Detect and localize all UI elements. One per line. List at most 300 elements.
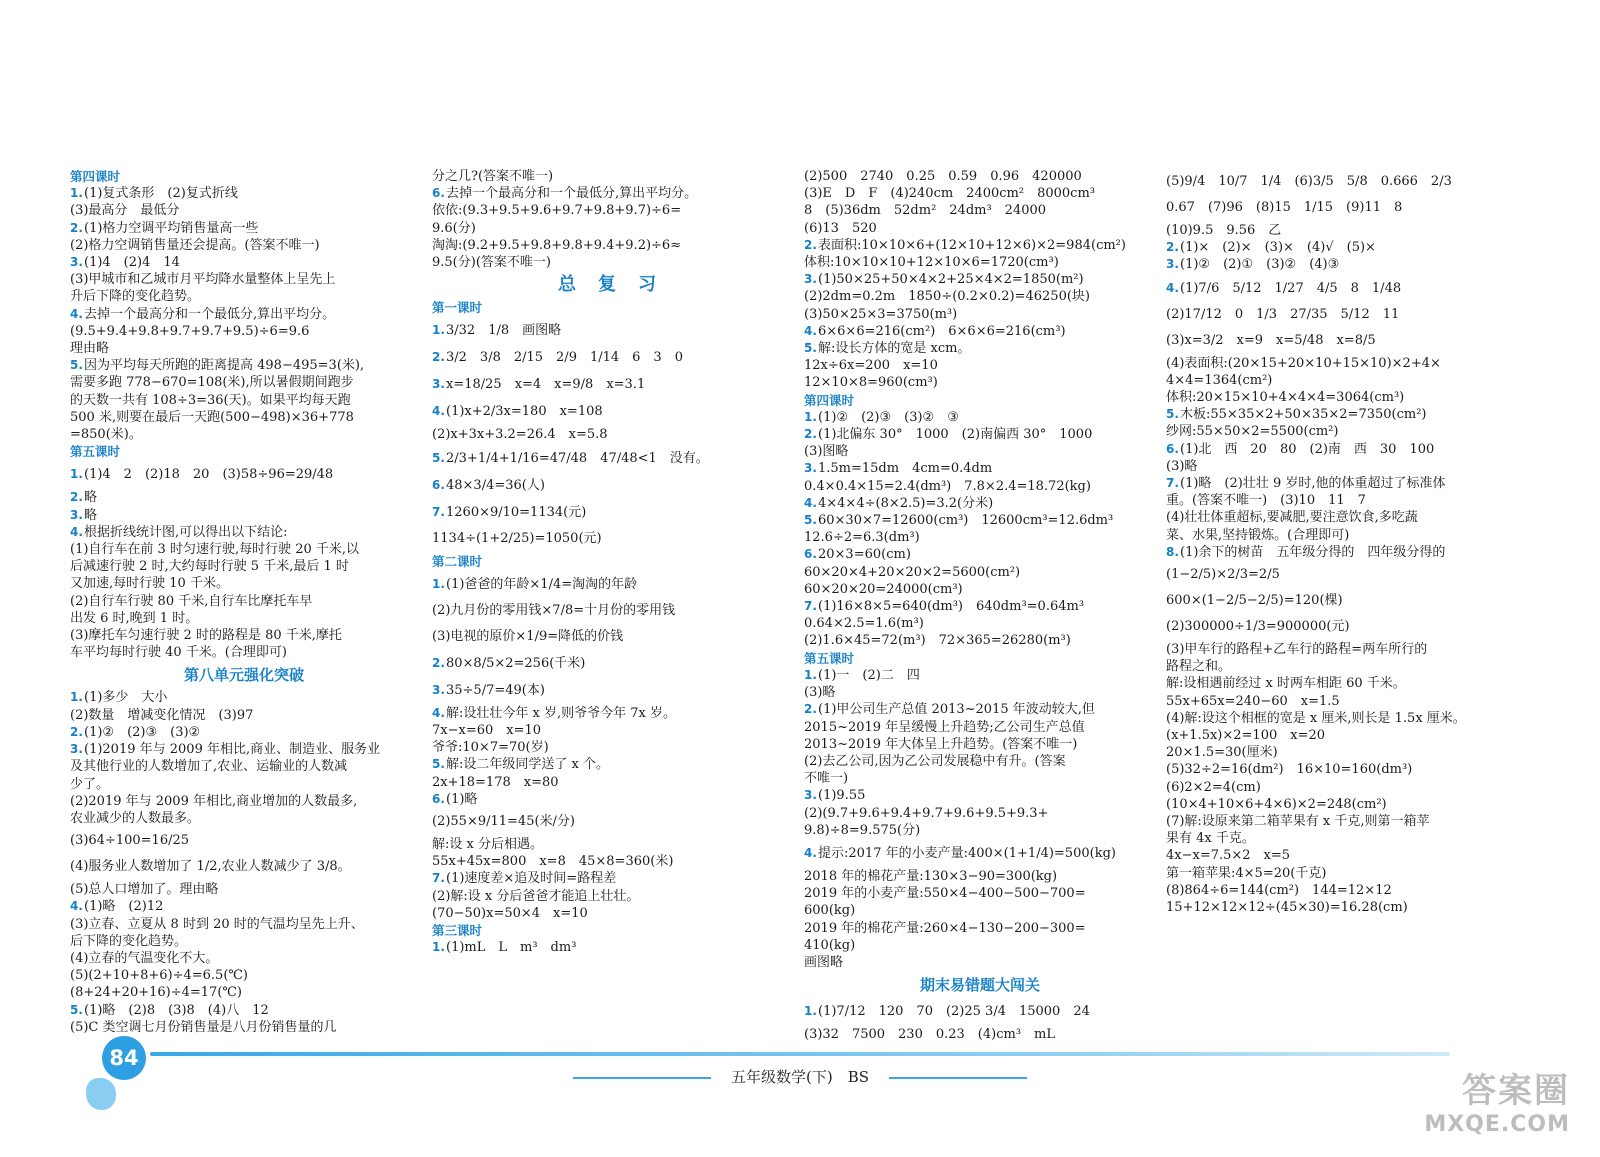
answer-line xyxy=(432,810,782,834)
answer-line xyxy=(70,220,418,237)
answer-line xyxy=(804,254,1156,271)
answer-text: 提示:2017 年的小麦产量:400×(1+1/4)=500(kg) xyxy=(818,845,1116,861)
answer-text: (1)速度差×追及时间=路程差 xyxy=(446,871,617,887)
answer-text: 600×(1−2/5−2/5)=120(棵) xyxy=(1166,593,1343,609)
answer-column-4 xyxy=(1166,168,1546,1048)
answer-text: (2)1.6×45=72(m³) 72×365=26280(m³) xyxy=(804,633,1071,649)
answer-line xyxy=(804,841,1156,866)
answer-line xyxy=(804,288,1156,305)
answer-text: =850(米)。 xyxy=(70,427,142,443)
section-heading: 第四课时 xyxy=(70,169,121,184)
question-number: 5. xyxy=(804,513,817,528)
answer-line xyxy=(432,625,782,649)
answer-text: 及其他行业的人数增加了,农业、运输业的人数减 xyxy=(70,759,348,775)
answer-text: 去掉一个最高分和一个最低分,算出平均分。 xyxy=(446,186,698,202)
section-heading: 第五课时 xyxy=(804,650,855,666)
answer-text: (1)16×8×5=640(dm³) 640dm³=0.64m³ xyxy=(818,599,1085,615)
question-number: 4. xyxy=(1166,280,1179,295)
answer-line xyxy=(1166,779,1546,796)
answer-line xyxy=(70,575,418,592)
answer-text: (3)图略 xyxy=(804,444,849,460)
question-number: 4. xyxy=(804,845,817,860)
answer-text: 500 米,则要在最后一天跑(500−498)×36+778 xyxy=(70,409,354,425)
answer-line xyxy=(1166,492,1546,509)
answer-line xyxy=(804,340,1156,357)
answer-line xyxy=(804,999,1156,1024)
answer-line xyxy=(70,409,418,426)
answer-line xyxy=(804,615,1156,632)
answer-text: 解:设长方体的宽是 xcm。 xyxy=(818,341,971,357)
question-number: 1. xyxy=(432,323,445,338)
answer-text: (1)北 西 20 80 (2)南 西 30 100 xyxy=(1180,441,1435,457)
question-number: 4. xyxy=(804,323,817,338)
answer-text: 9.6(分) xyxy=(432,220,476,236)
question-number: 3. xyxy=(804,461,817,476)
answer-text: (6)2×2=4(cm) xyxy=(1166,779,1261,795)
answer-line xyxy=(804,409,1156,426)
answer-text: (2)(9.7+9.6+9.4+9.7+9.6+9.5+9.3+ xyxy=(804,805,1049,821)
answer-text: 升后下降的变化趋势。 xyxy=(70,289,201,305)
answer-text: (4)立春的气温变化不大。 xyxy=(70,950,219,966)
answer-text: (1)自行车在前 3 时匀速行驶,每时行驶 20 千米,以 xyxy=(70,542,360,558)
answer-text: 淘淘:(9.2+9.5+9.8+9.8+9.4+9.2)÷6≈ xyxy=(432,237,682,253)
answer-line xyxy=(804,954,1156,971)
answer-text: (6)13 520 xyxy=(804,220,877,236)
answer-line xyxy=(70,323,418,340)
question-number: 1. xyxy=(70,690,83,705)
question-number: 5. xyxy=(70,358,83,373)
question-number: 3. xyxy=(432,682,445,697)
chapter-heading: 总复习 xyxy=(558,274,678,296)
chapter-heading: 第八单元强化突破 xyxy=(183,666,304,685)
answer-line xyxy=(1166,406,1546,423)
answer-line xyxy=(804,564,1156,581)
answer-line xyxy=(432,168,782,185)
answer-text: (4)解:设这个相框的宽是 x 厘米,则长是 1.5x 厘米。 xyxy=(1166,710,1466,726)
answer-line xyxy=(70,724,418,741)
answer-line xyxy=(70,558,418,575)
answer-line xyxy=(804,753,1156,770)
answer-text: 4×4×4÷(8×2.5)=3.2(分米) xyxy=(818,495,994,511)
answer-text: (5)32÷2=16(dm²) 16×10=160(dm³) xyxy=(1166,762,1413,778)
answer-text: (1)余下的树苗 五年级分得的 四年级分得的 xyxy=(1180,544,1446,560)
answer-text: 2019 年的小麦产量:550×4−400−500−700= xyxy=(804,886,1086,902)
answer-column-2 xyxy=(432,168,782,1048)
answer-text: 表面积:10×10×6+(12×10+12×6)×2=984(cm²) xyxy=(818,237,1126,253)
answer-text: 2x+18=178 x=80 xyxy=(432,774,559,790)
answer-line xyxy=(1166,509,1546,526)
answer-line xyxy=(432,185,782,202)
answer-line xyxy=(1166,641,1546,658)
answer-line xyxy=(1166,830,1546,847)
answer-line xyxy=(1166,882,1546,899)
answer-text: 车平均每时行驶 40 千米。(合理即可) xyxy=(70,645,287,661)
answer-text: 略 xyxy=(84,490,98,506)
answer-text: (2)九月份的零用钱×7/8=十月份的零用钱 xyxy=(432,602,676,618)
question-number: 2. xyxy=(804,237,817,252)
question-number: 6. xyxy=(1166,441,1179,456)
answer-line xyxy=(70,288,418,305)
question-number: 3. xyxy=(70,742,83,757)
answer-line xyxy=(804,632,1156,649)
answer-line xyxy=(804,581,1156,598)
answer-line xyxy=(804,1026,1156,1043)
answer-line xyxy=(432,202,782,219)
answer-text: 重。(答案不唯一) (3)10 11 7 xyxy=(1166,493,1366,509)
answer-text: 第一箱苹果:4×5=20(千克) xyxy=(1166,865,1327,881)
answer-text: 15+12×12×12÷(45×30)=16.28(cm) xyxy=(1166,900,1408,916)
answer-text: 解:设二年级同学送了 x 个。 xyxy=(446,757,609,773)
answer-text: 55x+65x=240−60 x=1.5 xyxy=(1166,693,1340,709)
answer-line xyxy=(1166,303,1546,327)
answer-line xyxy=(432,237,782,254)
answer-text: 出发 6 时,晚到 1 时。 xyxy=(70,610,199,626)
footer-rule xyxy=(150,1052,1450,1056)
answer-text: (3)立春、立夏从 8 时到 20 时的气温均呈先上升、 xyxy=(70,916,364,932)
answer-text: 55x+45x=800 x=8 45×8=360(米) xyxy=(432,854,674,870)
answer-text: 35÷5/7=49(本) xyxy=(446,682,545,698)
answer-line xyxy=(1166,710,1546,727)
answer-line xyxy=(70,967,418,984)
answer-text: 体积:20×15×10+4×4×4=3064(cm³) xyxy=(1166,390,1405,406)
answer-line xyxy=(70,593,418,610)
answer-text: 体积:10×10×10+12×10×6=1720(cm³) xyxy=(804,255,1059,271)
answer-column-3 xyxy=(804,168,1156,1048)
section-heading: 第一课时 xyxy=(432,300,483,316)
section-heading: 第五课时 xyxy=(70,444,121,460)
answer-line xyxy=(432,739,782,756)
answer-text: (4)服务业人数增加了 1/2,农业人数减少了 3/8。 xyxy=(70,859,351,875)
answer-line xyxy=(432,651,782,676)
answer-line xyxy=(432,426,782,443)
answer-line xyxy=(432,473,782,498)
question-number: 1. xyxy=(804,667,817,682)
answer-text: (1−2/5)×2/3=2/5 xyxy=(1166,567,1280,583)
answer-line xyxy=(432,372,782,397)
question-number: 4. xyxy=(70,306,83,321)
answer-line xyxy=(70,426,418,443)
answer-line xyxy=(432,446,782,471)
answer-line xyxy=(70,758,418,775)
answer-line xyxy=(70,898,418,915)
answer-line xyxy=(804,546,1156,563)
answer-text: (2)500 2740 0.25 0.59 0.96 420000 xyxy=(804,169,1082,184)
answer-line xyxy=(432,345,782,370)
answer-text: 路程之和。 xyxy=(1166,659,1232,675)
answer-text: (2)17/12 0 1/3 27/35 5/12 11 xyxy=(1166,306,1400,322)
answer-text: (4)壮壮体重超标,要减肥,要注意饮食,多吃蔬 xyxy=(1166,510,1418,526)
answer-line xyxy=(70,237,418,254)
answer-line xyxy=(432,888,782,905)
answer-text: 8 (5)36dm 52dm² 24dm³ 24000 xyxy=(804,203,1047,219)
answer-line xyxy=(432,572,782,597)
answer-line xyxy=(804,323,1156,340)
question-number: 2. xyxy=(432,655,445,670)
answer-text: 后下降的变化趋势。 xyxy=(70,933,188,949)
answer-line xyxy=(70,357,418,374)
answer-text: (1)② (2)① (3)② (4)③ xyxy=(1180,257,1340,273)
answer-text: (1)一 (2)二 四 xyxy=(818,667,920,683)
answer-line xyxy=(1166,847,1546,864)
answer-line xyxy=(804,495,1156,512)
answer-text: 菜、水果,坚持锻炼。(合理即可) xyxy=(1166,527,1350,543)
answer-line xyxy=(432,220,782,237)
answer-line xyxy=(1166,475,1546,492)
question-number: 7. xyxy=(804,599,817,614)
answer-text: 0.67 (7)96 (8)15 1/15 (9)11 8 xyxy=(1166,200,1403,215)
answer-line xyxy=(432,939,782,956)
answer-text: 9.8)÷8=9.575(分) xyxy=(804,822,921,838)
answer-text: (5)C 类空调七月份销售量是八月份销售量的几 xyxy=(70,1019,337,1035)
answer-line xyxy=(1166,563,1546,587)
footer-dash-right xyxy=(889,1077,1027,1079)
answer-line xyxy=(1166,441,1546,458)
answer-text: (3)32 7500 230 0.23 (4)cm³ mL xyxy=(804,1027,1055,1043)
answer-line xyxy=(1166,355,1546,372)
answer-line xyxy=(804,271,1156,288)
answer-text: (2)300000÷1/3=900000(元) xyxy=(1166,619,1350,635)
answer-text: 9.5(分)(答案不唯一) xyxy=(432,255,551,271)
answer-text: (1)× (2)× (3)× (4)√ (5)× xyxy=(1180,240,1376,256)
answer-line xyxy=(70,707,418,724)
answer-text: (5)总人口增加了。理由略 xyxy=(70,882,219,898)
answer-line xyxy=(70,984,418,1001)
answer-line xyxy=(432,500,782,525)
answer-text: 2019 年的棉花产量:260×4−130−200−300= xyxy=(804,920,1086,936)
answer-text: 2013~2019 年大体呈上升趋势。(答案不唯一) xyxy=(804,736,1078,752)
question-number: 6. xyxy=(804,547,817,562)
answer-line xyxy=(1166,276,1546,301)
answer-line xyxy=(70,644,418,661)
question-number: 2. xyxy=(804,427,817,442)
answer-line xyxy=(432,774,782,791)
answer-line xyxy=(804,529,1156,546)
answer-line xyxy=(1166,727,1546,744)
question-number: 2. xyxy=(432,350,445,365)
answer-text: 画图略 xyxy=(804,954,844,970)
answer-line xyxy=(804,598,1156,615)
answer-line xyxy=(1166,744,1546,761)
answer-text: 4×4=1364(cm²) xyxy=(1166,372,1273,388)
answer-line xyxy=(70,810,418,827)
answer-line xyxy=(70,881,418,898)
answer-text: (1)格力空调平均销售量高一些 xyxy=(84,220,259,236)
answer-text: (1)复式条形 (2)复式折线 xyxy=(84,186,238,202)
answer-line xyxy=(804,220,1156,237)
answer-line xyxy=(804,168,1156,185)
answer-line xyxy=(432,756,782,773)
answer-line xyxy=(804,512,1156,529)
question-number: 3. xyxy=(804,272,817,287)
answer-text: 需要多跑 778−670=108(米),所以暑假期间跑步 xyxy=(70,375,354,391)
section-heading: 第三课时 xyxy=(432,923,483,939)
answer-line xyxy=(1166,196,1546,220)
answer-text: 1.5m=15dm 4cm=0.4dm xyxy=(818,461,993,477)
answer-line xyxy=(804,460,1156,477)
watermark-text: 答案圈 xyxy=(1462,1071,1570,1111)
question-number: 4. xyxy=(432,404,445,419)
answer-line xyxy=(804,805,1156,822)
answer-text: (2)x+3x+3.2=26.4 x=5.8 xyxy=(432,427,608,443)
question-number: 6. xyxy=(432,477,445,492)
answer-text: (1)50×25+50×4×2+25×4×2=1850(m²) xyxy=(818,272,1084,288)
answer-line xyxy=(432,399,782,424)
answer-text: 纱网:55×50×2=5500(cm²) xyxy=(1166,424,1339,440)
answer-line xyxy=(1166,423,1546,440)
answer-text: 因为平均每天所跑的距离提高 498−495=3(米), xyxy=(84,358,365,374)
answer-text: (2)解:设 x 分后爸爸才能追上壮壮。 xyxy=(432,888,640,904)
answer-line xyxy=(70,374,418,391)
answer-line xyxy=(804,787,1156,804)
answer-text: (1)x+2/3x=180 x=108 xyxy=(446,404,603,420)
answer-line xyxy=(1166,865,1546,882)
answer-text: 60×20×20=24000(cm³) xyxy=(804,581,963,597)
answer-line xyxy=(1166,256,1546,273)
answer-line xyxy=(70,507,418,524)
answer-text: 0.4×0.4×15=2.4(dm³) 7.8×2.4=18.72(kg) xyxy=(804,478,1091,494)
answer-text: (3)略 xyxy=(804,685,836,701)
answer-text: (3)50×25×3=3750(m³) xyxy=(804,306,958,322)
answer-line xyxy=(804,443,1156,460)
answer-text: 农业减少的人数最多。 xyxy=(70,810,201,826)
answer-text: 0.64×2.5=1.6(m³) xyxy=(804,616,924,632)
answer-line xyxy=(804,426,1156,443)
answer-text: 去掉一个最高分和一个最低分,算出平均分。 xyxy=(84,306,336,322)
answer-text: 解:设相遇前经过 x 时两车相距 60 千米。 xyxy=(1166,676,1406,692)
answer-text: 12.6÷2=6.3(dm³) xyxy=(804,530,920,546)
chapter-heading: 期末易错题大闯关 xyxy=(919,976,1040,995)
answer-text: 6×6×6=216(cm²) 6×6×6=216(cm³) xyxy=(818,323,1066,339)
section-heading: 第四课时 xyxy=(804,392,855,408)
answer-text: 分之几?(答案不唯一) xyxy=(432,169,554,184)
answer-line xyxy=(804,202,1156,219)
answer-line xyxy=(804,374,1156,391)
answer-line xyxy=(70,524,418,541)
answer-column-1 xyxy=(70,168,418,1048)
answer-text: (9.5+9.4+9.8+9.7+9.7+9.5)÷6=9.6 xyxy=(70,323,310,339)
question-number: 3. xyxy=(70,255,83,270)
answer-text: (1)甲公司生产总值 2013~2015 年波动较大,但 xyxy=(818,702,1095,718)
answer-line xyxy=(804,885,1156,902)
answer-line xyxy=(1166,170,1546,194)
answer-line xyxy=(804,701,1156,718)
answer-line xyxy=(804,736,1156,753)
answer-text: (2)2dm=0.2m 1850÷(0.2×0.2)=46250(块) xyxy=(804,289,1090,305)
answer-line xyxy=(804,902,1156,919)
answer-text: 2015~2019 年呈缓慢上升趋势;乙公司生产总值 xyxy=(804,719,1085,735)
answer-text: (1)略 (2)壮壮 9 岁时,他的体重超过了标准体 xyxy=(1180,476,1446,492)
answer-text: (3)略 xyxy=(1166,458,1198,474)
answer-line xyxy=(432,905,782,922)
answer-text: (3)最高分 最低分 xyxy=(70,203,180,219)
answer-text: 依依:(9.3+9.5+9.6+9.7+9.8+9.7)÷6= xyxy=(432,203,682,219)
answer-text: (3)甲车行的路程+乙车行的路程=两车所行的 xyxy=(1166,642,1428,658)
answer-text: 2018 年的棉花产量:130×3−90=300(kg) xyxy=(804,868,1058,884)
answer-text: 略 xyxy=(84,507,98,523)
answer-line xyxy=(70,254,418,271)
answer-text: 3/2 3/8 2/15 2/9 1/14 6 3 0 xyxy=(446,350,683,366)
answer-line xyxy=(1166,389,1546,406)
watermark-url: MXQE.COM xyxy=(1424,1112,1570,1137)
answer-line xyxy=(70,1019,418,1036)
answer-line xyxy=(1166,675,1546,692)
answer-text: 600(kg) xyxy=(804,903,856,919)
answer-line xyxy=(1166,544,1546,561)
answer-line xyxy=(70,627,418,644)
answer-line xyxy=(432,705,782,722)
answer-text: 7x−x=60 x=10 xyxy=(432,723,542,739)
answer-line xyxy=(1166,761,1546,778)
answer-line xyxy=(804,868,1156,885)
answer-line xyxy=(804,667,1156,684)
answer-line xyxy=(70,489,418,506)
answer-line xyxy=(70,1002,418,1019)
answer-text: 爷爷:10×7=70(岁) xyxy=(432,740,549,756)
footer xyxy=(0,1066,1600,1087)
answer-text: 2/3+1/4+1/16=47/48 47/48<1 没有。 xyxy=(446,450,709,466)
answer-text: 少了。 xyxy=(70,776,110,792)
question-number: 7. xyxy=(1166,476,1179,491)
question-number: 1. xyxy=(70,467,83,482)
answer-text: (1)② (2)③ (3)② xyxy=(84,724,201,740)
answer-text: 20×1.5=30(厘米) xyxy=(1166,745,1278,761)
answer-line xyxy=(70,741,418,758)
question-number: 1. xyxy=(804,409,817,424)
answer-text: 12x÷6x=200 x=10 xyxy=(804,358,938,374)
answer-text: (1)7/12 120 70 (2)25 3/4 15000 24 xyxy=(818,1004,1090,1020)
question-number: 4. xyxy=(70,899,83,914)
answer-line xyxy=(1166,796,1546,813)
answer-text: (1)9.55 xyxy=(818,788,866,804)
answer-text: (1)2019 年与 2009 年相比,商业、制造业、服务业 xyxy=(84,742,381,758)
answer-line xyxy=(432,678,782,703)
answer-line xyxy=(1166,899,1546,916)
answer-line xyxy=(70,340,418,357)
answer-line xyxy=(70,541,418,558)
answer-text: (10×4+10×6+4×6)×2=248(cm²) xyxy=(1166,796,1387,812)
answer-text: (2)2019 年与 2009 年相比,商业增加的人数最多, xyxy=(70,793,358,809)
answer-line xyxy=(804,719,1156,736)
answer-line xyxy=(1166,222,1546,239)
answer-line xyxy=(804,237,1156,254)
answer-line xyxy=(70,793,418,810)
answer-text: 又加速,每时行驶 10 千米。 xyxy=(70,576,229,592)
question-number: 2. xyxy=(70,724,83,739)
question-number: 3. xyxy=(1166,257,1179,272)
answer-line xyxy=(70,202,418,219)
answer-line xyxy=(1166,527,1546,544)
answer-text: 解:设壮壮今年 x 岁,则爷爷今年 7x 岁。 xyxy=(446,705,676,721)
question-number: 4. xyxy=(432,705,445,720)
answer-line xyxy=(432,870,782,887)
question-number: 1. xyxy=(70,186,83,201)
answer-text: 根据折线统计图,可以得出以下结论: xyxy=(84,524,288,540)
question-number: 7. xyxy=(432,871,445,886)
answer-text: 木板:55×35×2+50×35×2=7350(cm²) xyxy=(1180,407,1427,423)
answer-text: 不唯一) xyxy=(804,771,849,787)
answer-line xyxy=(804,306,1156,323)
answer-text: 410(kg) xyxy=(804,937,856,953)
answer-line xyxy=(70,916,418,933)
question-number: 2. xyxy=(1166,240,1179,255)
answer-text: 理由略 xyxy=(70,341,110,357)
question-number: 1. xyxy=(804,1004,817,1019)
answer-line xyxy=(70,855,418,879)
answer-line xyxy=(70,829,418,853)
question-number: 5. xyxy=(432,757,445,772)
question-number: 6. xyxy=(432,791,445,806)
answer-line xyxy=(432,722,782,739)
